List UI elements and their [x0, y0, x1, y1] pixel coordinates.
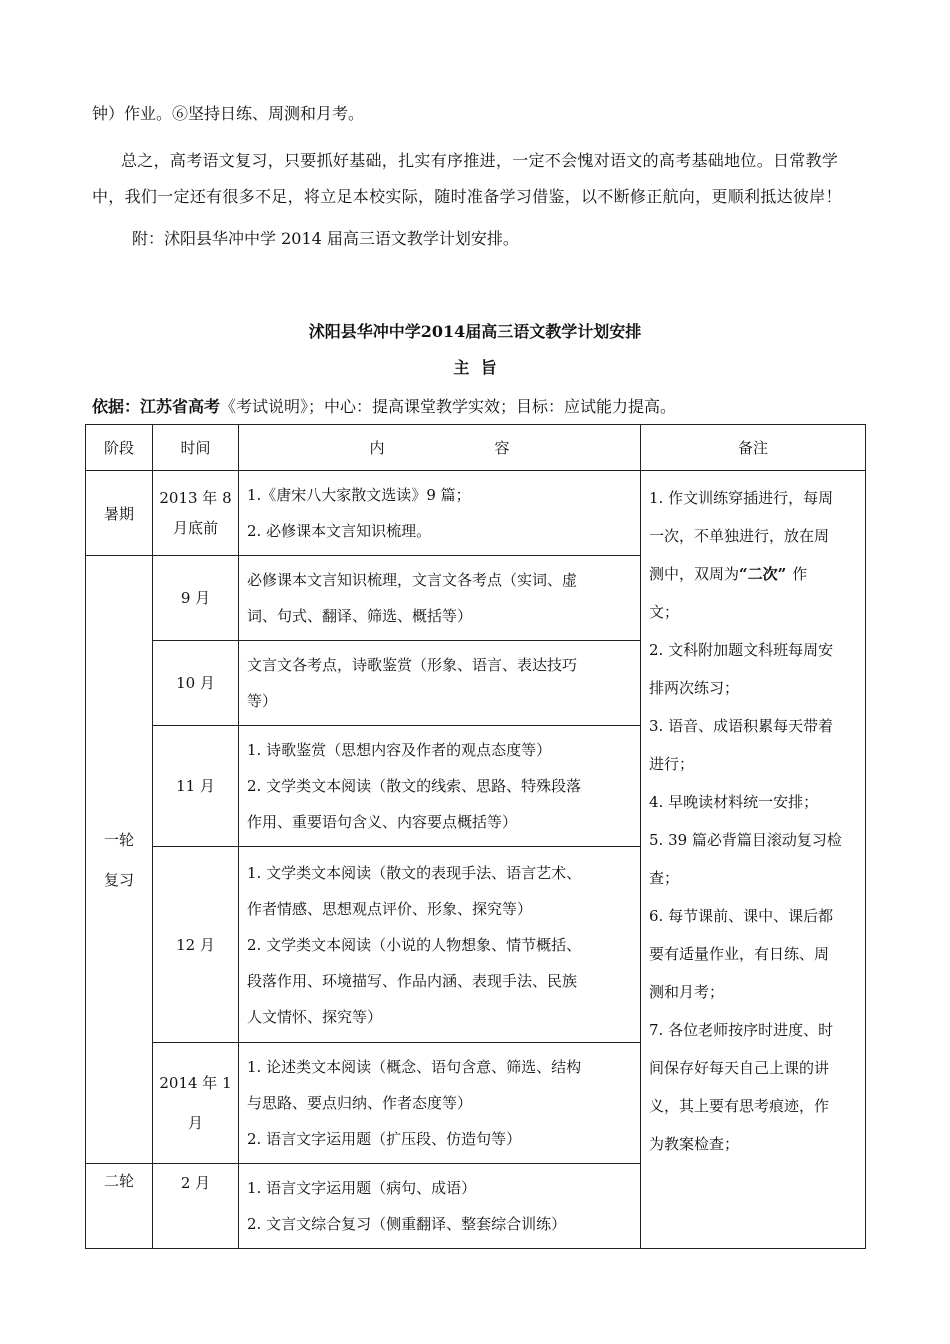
note-line: 进行； [649, 755, 695, 773]
note-line: 2. 文科附加题文科班每周安 [649, 641, 834, 659]
content-line: 等） [247, 692, 278, 710]
note-line: 测和月考； [649, 983, 725, 1001]
time-cell [153, 847, 239, 1043]
content-line: 1. 文学类文本阅读（散文的表现手法、语言艺术、 [247, 863, 582, 882]
note-line: 4. 早晚读材料统一安排； [649, 793, 819, 811]
note-emphasis: “二次” [739, 565, 787, 583]
content-line: 文言文各考点，诗歌鉴赏（形象、语言、表达技巧 [247, 656, 578, 674]
subtitle: 主 旨 [453, 358, 497, 377]
note-line: 7. 各位老师按序时进度、时 [649, 1021, 834, 1039]
content-line: 作者情感、思想观点评价、形象、探究等） [247, 899, 533, 918]
header-content [239, 425, 641, 471]
time-cell [153, 1043, 239, 1164]
time-line: 2013 年 8 [159, 489, 232, 507]
time-line: 月底前 [172, 519, 218, 537]
content-line: 2. 文言文综合复习（侧重翻译、整套综合训练） [247, 1215, 567, 1233]
note-fragment: 测中，双周为 [649, 565, 740, 583]
header-notes: 备注 [641, 425, 866, 471]
content-line: 必修课本文言知识梳理，文言文各考点（实词、虚 [247, 571, 578, 589]
intro-line-2: 总之，高考语文复习，只要抓好基础，扎实有序推进，一定不会愧对语文的高考基础地位。日常教学 [121, 151, 839, 170]
time-line: 11 月 [176, 777, 215, 795]
stage-cell [86, 556, 153, 1164]
appendix-line: 附：沭阳县华冲中学 2014 届高三语文教学计划安排。 [132, 229, 519, 248]
time-cell [153, 556, 239, 641]
note-line: 为教案检查； [649, 1135, 740, 1153]
note-line: 要有适量作业，有日练、周 [649, 945, 830, 963]
note-line: 文； [649, 603, 680, 621]
basis-text: 《考试说明》；中心：提高课堂教学实效；目标：应试能力提高。 [220, 397, 677, 416]
time-line: 10 月 [176, 674, 215, 692]
content-line: 2. 必修课本文言知识梳理。 [247, 522, 432, 540]
content-cell [239, 847, 641, 1043]
content-cell [239, 726, 641, 847]
content-line: 2. 文学类文本阅读（散文的线索、思路、特殊段落 [247, 777, 582, 795]
note-line: 5. 39 篇必背篇目滚动复习检 [649, 831, 842, 849]
content-line: 2. 文学类文本阅读（小说的人物想象、情节概括、 [247, 935, 582, 954]
basis-line [92, 394, 676, 417]
time-line: 9 月 [180, 589, 211, 607]
content-cell [239, 556, 641, 641]
content-line: 段落作用、环境描写、作品内涵、表现手法、民族 [247, 971, 578, 990]
time-cell [153, 726, 239, 847]
header-content-a: 内 [369, 439, 385, 457]
time-line: 12 月 [176, 935, 215, 954]
time-cell [153, 641, 239, 726]
content-cell [239, 1043, 641, 1164]
header-time: 时间 [153, 425, 239, 471]
note-line: 排两次练习； [649, 679, 740, 697]
content-cell [239, 471, 641, 556]
note-line: 义，其上要有思考痕迹，作 [649, 1097, 830, 1115]
content-line: 人文情怀、探究等） [247, 1007, 383, 1026]
stage-cell: 暑期 [86, 471, 153, 556]
doc-title: 沭阳县华冲中学2014届高三语文教学计划安排 [308, 322, 642, 341]
content-line: 作用、重要语句含义、内容要点概括等） [247, 813, 518, 831]
stage-line: 一轮 [103, 830, 134, 849]
note-line: 3. 语音、成语积累每天带着 [649, 717, 834, 735]
note-line: 间保存好每天自己上课的讲 [649, 1059, 830, 1077]
stage-cell: 二轮 [86, 1164, 153, 1249]
content-line: 词、句式、翻译、筛选、概括等） [247, 607, 473, 625]
note-line: 1. 作文训练穿插进行，每周 [649, 489, 834, 507]
note-line: 一次，不单独进行，放在周 [649, 527, 830, 545]
intro-line-1: 钟）作业。⑥坚持日练、周测和月考。 [92, 104, 365, 123]
header-stage: 阶段 [86, 425, 153, 471]
intro-line-3: 中，我们一定还有很多不足，将立足本校实际，随时准备学习借鉴，以不断修正航向，更顺利抵达彼岸！ [92, 187, 842, 206]
time-cell [153, 471, 239, 556]
notes-cell [641, 471, 866, 1249]
plan-table [85, 424, 866, 1249]
content-line: 1. 语言文字运用题（病句、成语） [247, 1179, 477, 1197]
table-header-row [86, 425, 866, 471]
note-line: 查； [649, 869, 680, 887]
content-line: 与思路、要点归纳、作者态度等） [247, 1094, 473, 1112]
header-content-b: 容 [494, 439, 510, 457]
note-fragment: 作 [792, 565, 808, 583]
content-line: 2. 语言文字运用题（扩压段、仿造句等） [247, 1130, 522, 1148]
content-line: 1.《唐宋八大家散文选读》9 篇； [247, 486, 471, 504]
time-line: 2014 年 1 [159, 1074, 232, 1092]
time-line: 2 月 [180, 1174, 211, 1192]
content-line: 1. 诗歌鉴赏（思想内容及作者的观点态度等） [247, 741, 552, 759]
content-cell [239, 1164, 641, 1249]
note-line [649, 555, 859, 593]
content-cell [239, 641, 641, 726]
note-line: 6. 每节课前、课中、课后都 [649, 907, 834, 925]
time-cell [153, 1164, 239, 1249]
time-line: 月 [187, 1114, 203, 1132]
content-line: 1. 论述类文本阅读（概念、语句含意、筛选、结构 [247, 1058, 582, 1076]
stage-line: 复习 [103, 870, 134, 889]
table-row [86, 471, 866, 556]
basis-label: 依据：江苏省高考 [92, 397, 221, 416]
